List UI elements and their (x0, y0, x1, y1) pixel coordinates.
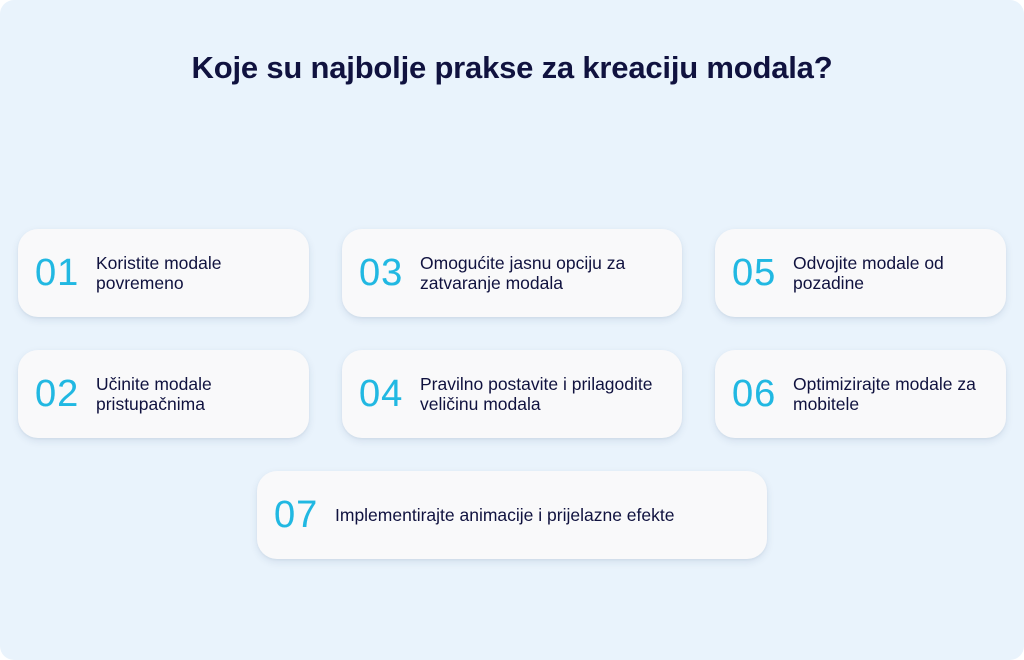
practice-label: Omogućite jasnu opciju za zatvaranje modala (420, 253, 626, 293)
practice-label: Optimizirajte modale za mobitele (793, 374, 976, 414)
page-title: Koje su najbolje prakse za kreaciju modala? (191, 50, 833, 85)
practice-number: 07 (274, 494, 319, 536)
practice-label: Koristite modale povremeno (96, 253, 222, 293)
practice-number: 01 (35, 252, 80, 294)
practice-label: Pravilno postavite i prilagodite veličinu modala (420, 374, 653, 414)
practice-card-02 (18, 350, 309, 438)
practice-card-04 (342, 350, 682, 438)
practice-label: Odvojite modale od pozadine (793, 253, 944, 293)
practice-card-05 (715, 229, 1006, 317)
practice-label: Učinite modale pristupačnima (96, 374, 212, 414)
practice-label: Implementirajte animacije i prijelazne efekte (335, 505, 675, 525)
practice-number: 05 (732, 252, 777, 294)
practice-number: 03 (359, 252, 404, 294)
practice-number: 06 (732, 373, 777, 415)
practice-number: 02 (35, 373, 80, 415)
practice-number: 04 (359, 373, 404, 415)
practice-card-06 (715, 350, 1006, 438)
practice-card-01 (18, 229, 309, 317)
practice-card-07 (257, 471, 767, 559)
practice-card-03 (342, 229, 682, 317)
